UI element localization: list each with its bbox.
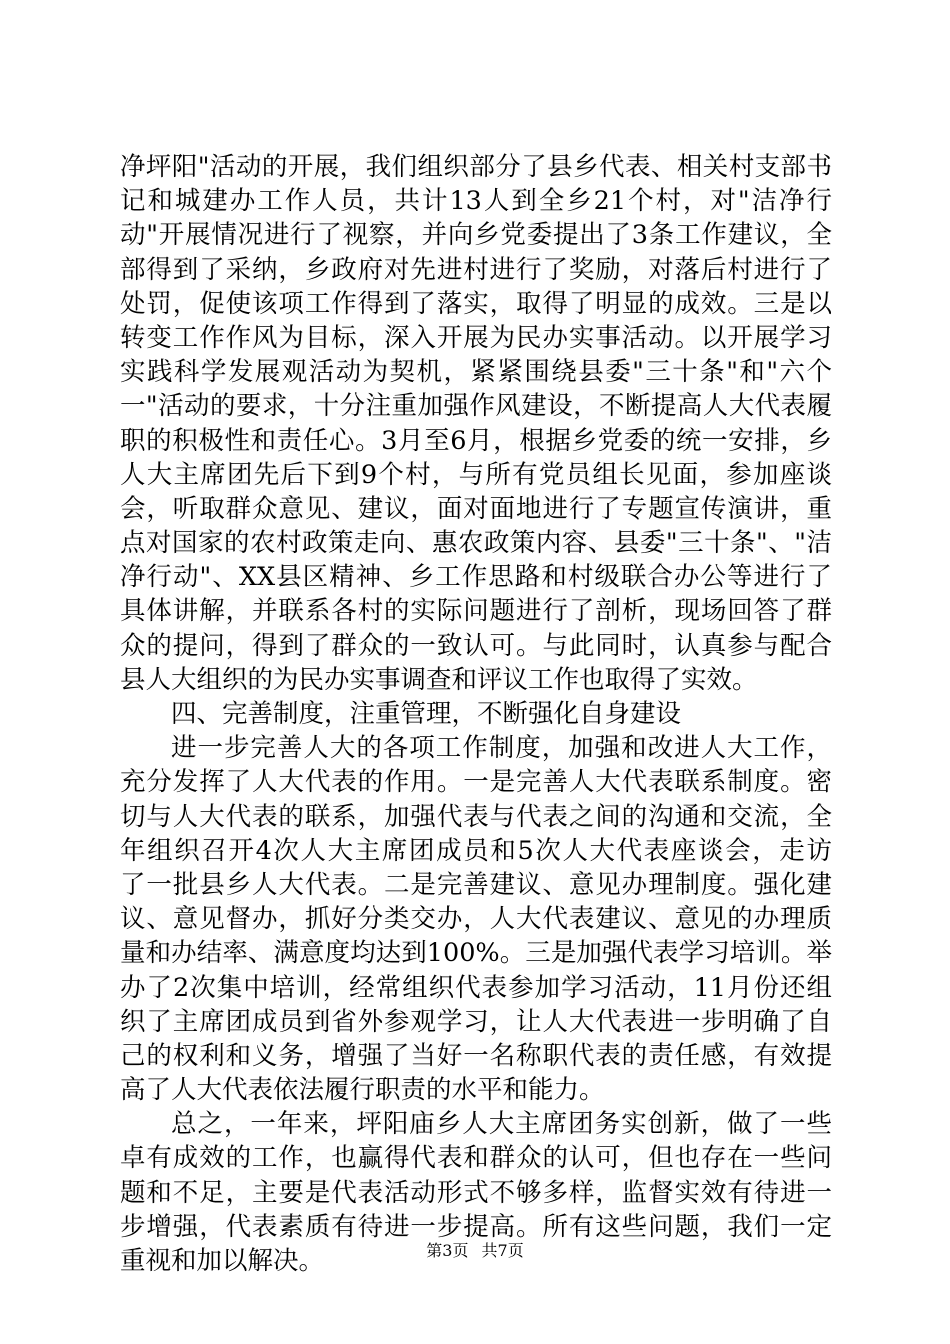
text-line: 一"活动的要求，十分注重加强作风建设，不断提高人大代表履 [120, 391, 832, 422]
text-line: 充分发挥了人大代表的作用。一是完善人大代表联系制度。密 [120, 767, 832, 798]
text-line: 职的积极性和责任心。3月至6月，根据乡党委的统一安排，乡 [120, 425, 832, 456]
text-line: 步增强，代表素质有待进一步提高。所有这些问题，我们一定 [120, 1211, 832, 1242]
text-line: 会，听取群众意见、建议，面对面地进行了专题宣传演讲，重 [120, 493, 832, 524]
text-line: 题和不足，主要是代表活动形式不够多样，监督实效有待进一 [120, 1177, 832, 1208]
text-line: 量和办结率、满意度均达到100%。三是加强代表学习培训。举 [120, 938, 832, 969]
text-line: 实践科学发展观活动为契机，紧紧围绕县委"三十条"和"六个 [120, 357, 832, 388]
text-line: 己的权利和义务，增强了当好一名称职代表的责任感，有效提 [120, 1040, 832, 1071]
text-line: 部得到了采纳，乡政府对先进村进行了奖励，对落后村进行了 [120, 254, 832, 285]
text-line: 记和城建办工作人员，共计13人到全乡21个村，对"洁净行 [120, 186, 832, 217]
text-line: 了一批县乡人大代表。二是完善建议、意见办理制度。强化建 [120, 869, 832, 900]
text-line: 净坪阳"活动的开展，我们组织部分了县乡代表、相关村支部书 [120, 152, 832, 182]
text-line: 净行动"、XX县区精神、乡工作思路和村级联合办公等进行了 [120, 562, 832, 593]
text-line: 点对国家的农村政策走向、惠农政策内容、县委"三十条"、"洁 [120, 528, 832, 559]
document-body [120, 150, 832, 1278]
page-total: 共7页 [481, 1241, 524, 1260]
text-line: 办了2次集中培训，经常组织代表参加学习活动，11月份还组 [120, 972, 832, 1003]
section-heading: 四、完善制度，注重管理，不断强化自身建设 [171, 699, 682, 729]
text-line: 具体讲解，并联系各村的实际问题进行了剖析，现场回答了群 [120, 596, 832, 627]
text-line: 处罚，促使该项工作得到了落实，取得了明显的成效。三是以 [120, 288, 832, 319]
text-line: 县人大组织的为民办实事调查和评议工作也取得了实效。 [120, 664, 758, 695]
text-line: 高了人大代表依法履行职责的水平和能力。 [120, 1075, 605, 1106]
text-line: 动"开展情况进行了视察，并向乡党委提出了3条工作建议，全 [120, 220, 832, 251]
text-line: 进一步完善人大的各项工作制度，加强和改进人大工作， [171, 733, 832, 764]
page-footer [0, 1240, 950, 1262]
text-line: 众的提问，得到了群众的一致认可。与此同时，认真参与配合 [120, 630, 832, 661]
text-line: 卓有成效的工作，也赢得代表和群众的认可，但也存在一些问 [120, 1143, 832, 1174]
text-line: 切与人大代表的联系，加强代表与代表之间的沟通和交流，全 [120, 801, 832, 832]
text-line: 人大主席团先后下到9个村，与所有党员组长见面，参加座谈 [120, 459, 832, 490]
text-line: 织了主席团成员到省外参观学习，让人大代表进一步明确了自 [120, 1006, 832, 1037]
text-line: 重视和加以解决。 [120, 1246, 325, 1276]
text-line: 总之，一年来，坪阳庙乡人大主席团务实创新，做了一些 [171, 1109, 832, 1140]
page-number: 第3页 [426, 1241, 469, 1260]
text-line: 转变工作作风为目标，深入开展为民办实事活动。以开展学习 [120, 322, 832, 353]
text-line: 议、意见督办，抓好分类交办，人大代表建议、意见的办理质 [120, 904, 832, 935]
text-line: 年组织召开4次人大主席团成员和5次人大代表座谈会，走访 [120, 835, 832, 866]
